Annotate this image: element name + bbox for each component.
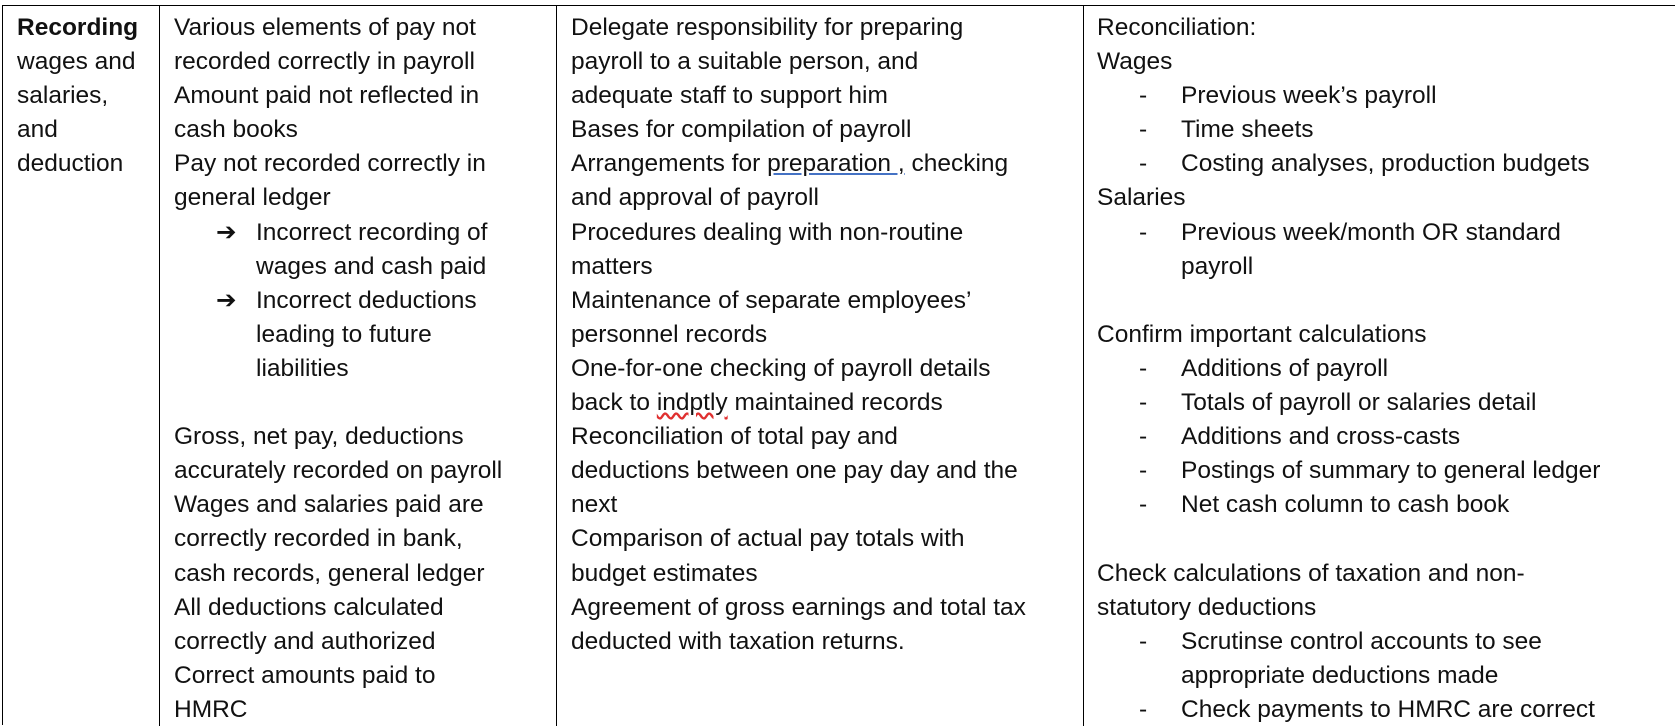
- dash-icon: -: [1139, 627, 1148, 655]
- dash-list-item: [1097, 216, 1675, 284]
- spacer: [1097, 284, 1675, 318]
- control-line: One-for-one checking of payroll details: [571, 354, 991, 382]
- check-heading: statutory deductions: [1097, 593, 1317, 621]
- dash-icon: -: [1139, 491, 1148, 519]
- risk-line: Various elements of pay not: [174, 14, 476, 41]
- arrow-item-line: leading to future: [256, 320, 432, 348]
- dash-icon: -: [1139, 150, 1148, 178]
- arrow-item-line: Incorrect recording of: [256, 218, 488, 246]
- risk-line: Pay not recorded correctly in: [174, 150, 486, 178]
- list-item-text: Check payments to HMRC are correct: [1181, 695, 1595, 723]
- control-line: adequate staff to support him: [571, 82, 888, 110]
- control-line: personnel records: [571, 320, 768, 348]
- list-item-text: payroll: [1181, 252, 1254, 280]
- dash-icon: -: [1139, 354, 1148, 382]
- control-line: deductions between one pay day and the: [571, 457, 1018, 485]
- dash-icon: -: [1139, 116, 1148, 144]
- control-text: Arrangements for: [571, 150, 768, 178]
- control-line: budget estimates: [571, 559, 758, 587]
- area-line: salaries,: [17, 82, 109, 110]
- control-line: next: [571, 491, 618, 519]
- dash-list-item: [1097, 79, 1675, 113]
- control-line: deducted with taxation returns.: [571, 627, 905, 655]
- control-line: [571, 147, 1083, 181]
- area-column: [3, 6, 160, 726]
- dash-list-item: [1097, 420, 1675, 454]
- list-item-text: Scrutinse control accounts to see: [1181, 627, 1542, 655]
- control-line: Agreement of gross earnings and total tax: [571, 593, 1026, 621]
- dash-list-item: [1097, 352, 1675, 386]
- objective-line: Correct amounts paid to: [174, 661, 436, 689]
- grammar-flag-text: preparation ,: [767, 150, 905, 178]
- control-text: checking: [904, 150, 1009, 178]
- dash-icon: -: [1139, 457, 1148, 485]
- area-heading: Recording: [17, 14, 139, 41]
- control-text: back to: [571, 389, 657, 417]
- objective-line: accurately recorded on payroll: [174, 457, 503, 485]
- risk-line: Amount paid not reflected in: [174, 82, 480, 110]
- risk-line: general ledger: [174, 184, 331, 212]
- list-item-text: Previous week’s payroll: [1181, 82, 1437, 110]
- control-line: Procedures dealing with non-routine: [571, 218, 964, 246]
- reconciliation-heading: Reconciliation:: [1097, 14, 1257, 41]
- risks-objectives-column: [160, 6, 557, 726]
- dash-list-item: [1097, 488, 1675, 522]
- control-line: Bases for compilation of payroll: [571, 116, 912, 144]
- objective-line: Wages and salaries paid are: [174, 491, 484, 519]
- dash-list-item: [1097, 113, 1675, 147]
- dash-icon: -: [1139, 695, 1148, 723]
- list-item-text: appropriate deductions made: [1181, 661, 1499, 689]
- control-line: Comparison of actual pay totals with: [571, 525, 965, 553]
- control-line: Delegate responsibility for preparing: [571, 14, 964, 41]
- objective-line: All deductions calculated: [174, 593, 444, 621]
- objective-line: Gross, net pay, deductions: [174, 423, 464, 451]
- list-item-text: Time sheets: [1181, 116, 1314, 144]
- arrow-item-line: wages and cash paid: [256, 252, 487, 280]
- dash-icon: -: [1139, 389, 1148, 417]
- list-item-text: Previous week/month OR standard: [1181, 218, 1561, 246]
- controls-column: [557, 6, 1084, 726]
- spelling-flag-text: indptly: [656, 389, 728, 417]
- list-item-text: Additions and cross-casts: [1181, 423, 1461, 451]
- control-line: matters: [571, 252, 653, 280]
- objective-line: HMRC: [174, 695, 248, 723]
- list-item-text: Costing analyses, production budgets: [1181, 150, 1590, 178]
- dash-icon: -: [1139, 423, 1148, 451]
- arrow-right-icon: ➔: [216, 286, 237, 314]
- spacer: [1097, 522, 1675, 556]
- wages-subheading: Wages: [1097, 48, 1173, 76]
- dash-icon: -: [1139, 82, 1148, 110]
- dash-list-item: [1097, 625, 1675, 693]
- control-line: [571, 386, 1083, 420]
- control-text: maintained records: [727, 389, 943, 417]
- arrow-item-line: liabilities: [256, 354, 349, 382]
- spacer: [174, 386, 556, 420]
- check-heading: Check calculations of taxation and non-: [1097, 559, 1525, 587]
- area-line: and: [17, 116, 58, 144]
- arrow-item-line: Incorrect deductions: [256, 286, 477, 314]
- area-line: wages and: [17, 48, 136, 76]
- list-item-text: Net cash column to cash book: [1181, 491, 1510, 519]
- objective-line: correctly and authorized: [174, 627, 436, 655]
- arrow-bullet-item: [174, 216, 556, 284]
- objective-line: correctly recorded in bank,: [174, 525, 463, 553]
- list-item-text: Postings of summary to general ledger: [1181, 457, 1601, 485]
- area-line: deduction: [17, 150, 124, 178]
- tests-column: [1084, 6, 1675, 726]
- arrow-bullet-item: [174, 284, 556, 386]
- objective-line: cash records, general ledger: [174, 559, 485, 587]
- confirm-heading: Confirm important calculations: [1097, 320, 1427, 348]
- control-line: Reconciliation of total pay and: [571, 423, 898, 451]
- payroll-controls-table: [2, 5, 1675, 725]
- dash-list-item: [1097, 454, 1675, 488]
- control-line: payroll to a suitable person, and: [571, 48, 919, 76]
- risk-line: cash books: [174, 116, 298, 144]
- salaries-subheading: Salaries: [1097, 184, 1186, 212]
- control-line: Maintenance of separate employees’: [571, 286, 972, 314]
- list-item-text: Additions of payroll: [1181, 354, 1389, 382]
- risk-line: recorded correctly in payroll: [174, 48, 475, 76]
- dash-list-item: [1097, 147, 1675, 181]
- list-item-text: Totals of payroll or salaries detail: [1181, 389, 1537, 417]
- arrow-right-icon: ➔: [216, 218, 237, 246]
- control-line: and approval of payroll: [571, 184, 819, 212]
- dash-list-item: [1097, 386, 1675, 420]
- dash-icon: -: [1139, 218, 1148, 246]
